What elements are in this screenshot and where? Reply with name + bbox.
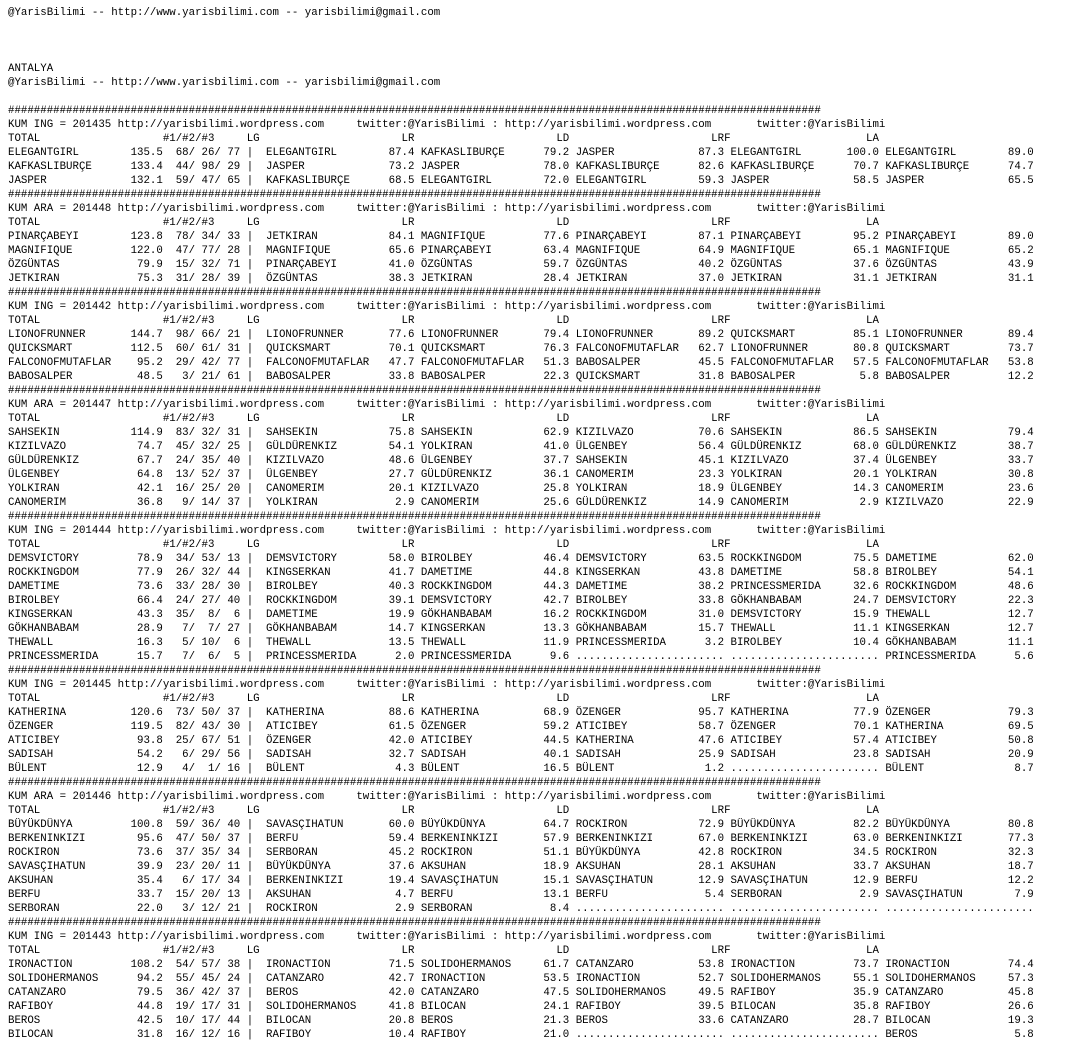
blank-line [8, 20, 1080, 34]
result-row: KAFKASLIBURÇE 133.4 44/ 98/ 29 | JASPER 73.2 JASPER 78.0 KAFKASLIBURÇE 82.6 KAFKASLIBURÇE 70.7 KAFKASLIBURÇE 74.7 [8, 161, 1034, 173]
result-row: SERBORAN 22.0 3/ 12/ 21 | ROCKIRON 2.9 SERBORAN 8.4 ....................... ....................... ....................... [8, 903, 1034, 915]
separator-line: ############################################################################################################################## [8, 917, 821, 929]
race-header: KUM ING = 201442 http://yarisbilimi.wordpress.com twitter:@YarisBilimi : http://yarisbilimi.wordpress.com twitter:@YarisBilimi [8, 301, 886, 313]
separator-line: ############################################################################################################################## [8, 385, 821, 397]
result-row: THEWALL 16.3 5/ 10/ 6 | THEWALL 13.5 THEWALL 11.9 PRINCESSMERIDA 3.2 BIROLBEY 10.4 GÖKHANBABAM 11.1 [8, 637, 1034, 649]
result-row: YOLKIRAN 42.1 16/ 25/ 20 | CANOMERIM 20.1 KIZILVAZO 25.8 YOLKIRAN 18.9 ÜLGENBEY 14.3 CANOMERIM 23.6 [8, 483, 1034, 495]
column-header: TOTAL #1/#2/#3 LG LR LD LRF LA [8, 539, 879, 551]
column-header: TOTAL #1/#2/#3 LG LR LD LRF LA [8, 413, 879, 425]
blank-line [8, 48, 1080, 62]
separator-line: ############################################################################################################################## [8, 665, 821, 677]
result-row: SADISAH 54.2 6/ 29/ 56 | SADISAH 32.7 SADISAH 40.1 SADISAH 25.9 SADISAH 23.8 SADISAH 20.9 [8, 749, 1034, 761]
race-header: KUM ING = 201435 http://yarisbilimi.wordpress.com twitter:@YarisBilimi : http://yarisbilimi.wordpress.com twitter:@YarisBilimi [8, 119, 886, 131]
result-row: LIONOFRUNNER 144.7 98/ 66/ 21 | LIONOFRUNNER 77.6 LIONOFRUNNER 79.4 LIONOFRUNNER 89.2 QUICKSMART 85.1 LIONOFRUNNER 89.4 [8, 329, 1034, 341]
race-header: KUM ING = 201444 http://yarisbilimi.wordpress.com twitter:@YarisBilimi : http://yarisbilimi.wordpress.com twitter:@YarisBilimi [8, 525, 886, 537]
result-row: ROCKIRON 73.6 37/ 35/ 34 | SERBORAN 45.2 ROCKIRON 51.1 BÜYÜKDÜNYA 42.8 ROCKIRON 34.5 ROCKIRON 32.3 [8, 847, 1034, 859]
result-row: DEMSVICTORY 78.9 34/ 53/ 13 | DEMSVICTORY 58.0 BIROLBEY 46.4 DEMSVICTORY 63.5 ROCKKINGDOM 75.5 DAMETIME 62.0 [8, 553, 1034, 565]
column-header: TOTAL #1/#2/#3 LG LR LD LRF LA [8, 693, 879, 705]
result-row: SAVASÇIHATUN 39.9 23/ 20/ 11 | BÜYÜKDÜNYA 37.6 AKSUHAN 18.9 AKSUHAN 28.1 AKSUHAN 33.7 AKSUHAN 18.7 [8, 861, 1034, 873]
contact-line: @YarisBilimi -- http://www.yarisbilimi.com -- yarisbilimi@gmail.com [8, 7, 441, 19]
race-header: KUM ING = 201445 http://yarisbilimi.wordpress.com twitter:@YarisBilimi : http://yarisbilimi.wordpress.com twitter:@YarisBilimi [8, 679, 886, 691]
race-header: KUM ING = 201443 http://yarisbilimi.wordpress.com twitter:@YarisBilimi : http://yarisbilimi.wordpress.com twitter:@YarisBilimi [8, 931, 886, 943]
result-row: BABOSALPER 48.5 3/ 21/ 61 | BABOSALPER 33.8 BABOSALPER 22.3 QUICKSMART 31.8 BABOSALPER 5.8 BABOSALPER 12.2 [8, 371, 1034, 383]
city-title: ANTALYA [8, 63, 54, 75]
result-row: ÜLGENBEY 64.8 13/ 52/ 37 | ÜLGENBEY 27.7 GÜLDÜRENKIZ 36.1 CANOMERIM 23.3 YOLKIRAN 20.1 YOLKIRAN 30.8 [8, 469, 1034, 481]
result-row: IRONACTION 108.2 54/ 57/ 38 | IRONACTION 71.5 SOLIDOHERMANOS 61.7 CATANZARO 53.8 IRONACTION 73.7 IRONACTION 74.4 [8, 959, 1034, 971]
column-header: TOTAL #1/#2/#3 LG LR LD LRF LA [8, 945, 879, 957]
result-row: QUICKSMART 112.5 60/ 61/ 31 | QUICKSMART 70.1 QUICKSMART 76.3 FALCONOFMUTAFLAR 62.7 LIONOFRUNNER 80.8 QUICKSMART 73.7 [8, 343, 1034, 355]
result-row: AKSUHAN 35.4 6/ 17/ 34 | BERKENINKIZI 19.4 SAVASÇIHATUN 15.1 SAVASÇIHATUN 12.9 SAVASÇIHATUN 12.9 BERFU 12.2 [8, 875, 1034, 887]
result-row: BILOCAN 31.8 16/ 12/ 16 | RAFIBOY 10.4 RAFIBOY 21.0 ....................... ....................... BEROS 5.8 [8, 1029, 1034, 1041]
result-row: KATHERINA 120.6 73/ 50/ 37 | KATHERINA 88.6 KATHERINA 68.9 ÖZENGER 95.7 KATHERINA 77.9 ÖZENGER 79.3 [8, 707, 1034, 719]
result-row: RAFIBOY 44.8 19/ 17/ 31 | SOLIDOHERMANOS 41.8 BILOCAN 24.1 RAFIBOY 39.5 BILOCAN 35.8 RAFIBOY 26.6 [8, 1001, 1034, 1013]
result-row: BERKENINKIZI 95.6 47/ 50/ 37 | BERFU 59.4 BERKENINKIZI 57.9 BERKENINKIZI 67.0 BERKENINKIZI 63.0 BERKENINKIZI 77.3 [8, 833, 1034, 845]
race-header: KUM ARA = 201448 http://yarisbilimi.wordpress.com twitter:@YarisBilimi : http://yarisbilimi.wordpress.com twitter:@YarisBilimi [8, 203, 886, 215]
result-row: GÖKHANBABAM 28.9 7/ 7/ 27 | GÖKHANBABAM 14.7 KINGSERKAN 13.3 GÖKHANBABAM 15.7 THEWALL 11.1 KINGSERKAN 12.7 [8, 623, 1034, 635]
column-header: TOTAL #1/#2/#3 LG LR LD LRF LA [8, 315, 879, 327]
separator-line: ############################################################################################################################## [8, 189, 821, 201]
blank-line [8, 90, 1080, 104]
result-row: FALCONOFMUTAFLAR 95.2 29/ 42/ 77 | FALCONOFMUTAFLAR 47.7 FALCONOFMUTAFLAR 51.3 BABOSALPER 45.5 FALCONOFMUTAFLAR 57.5 FALCONOFMUTAFLAR 53.8 [8, 357, 1034, 369]
result-row: BÜYÜKDÜNYA 100.8 59/ 36/ 40 | SAVASÇIHATUN 60.0 BÜYÜKDÜNYA 64.7 ROCKIRON 72.9 BÜYÜKDÜNYA 82.2 BÜYÜKDÜNYA 80.8 [8, 819, 1034, 831]
separator-line: ############################################################################################################################## [8, 511, 821, 523]
result-row: KIZILVAZO 74.7 45/ 32/ 25 | GÜLDÜRENKIZ 54.1 YOLKIRAN 41.0 ÜLGENBEY 56.4 GÜLDÜRENKIZ 68.0 GÜLDÜRENKIZ 38.7 [8, 441, 1034, 453]
result-row: ELEGANTGIRL 135.5 68/ 26/ 77 | ELEGANTGIRL 87.4 KAFKASLIBURÇE 79.2 JASPER 87.3 ELEGANTGIRL 100.0 ELEGANTGIRL 89.0 [8, 147, 1034, 159]
race-header: KUM ARA = 201446 http://yarisbilimi.wordpress.com twitter:@YarisBilimi : http://yarisbilimi.wordpress.com twitter:@YarisBilimi [8, 791, 886, 803]
race-header: KUM ARA = 201447 http://yarisbilimi.wordpress.com twitter:@YarisBilimi : http://yarisbilimi.wordpress.com twitter:@YarisBilimi [8, 399, 886, 411]
result-row: BEROS 42.5 10/ 17/ 44 | BILOCAN 20.8 BEROS 21.3 BEROS 33.6 CATANZARO 28.7 BILOCAN 19.3 [8, 1015, 1034, 1027]
result-row: BÜLENT 12.9 4/ 1/ 16 | BÜLENT 4.3 BÜLENT 16.5 BÜLENT 1.2 ....................... BÜLENT 8.7 [8, 763, 1034, 775]
separator-line: ############################################################################################################################## [8, 777, 821, 789]
result-row: ÖZENGER 119.5 82/ 43/ 30 | ATICIBEY 61.5 ÖZENGER 59.2 ATICIBEY 58.7 ÖZENGER 70.1 KATHERINA 69.5 [8, 721, 1034, 733]
result-row: DAMETIME 73.6 33/ 28/ 30 | BIROLBEY 40.3 ROCKKINGDOM 44.3 DAMETIME 38.2 PRINCESSMERIDA 32.6 ROCKKINGDOM 48.6 [8, 581, 1034, 593]
result-row: GÜLDÜRENKIZ 67.7 24/ 35/ 40 | KIZILVAZO 48.6 ÜLGENBEY 37.7 SAHSEKIN 45.1 KIZILVAZO 37.4 ÜLGENBEY 33.7 [8, 455, 1034, 467]
result-row: SAHSEKIN 114.9 83/ 32/ 31 | SAHSEKIN 75.8 SAHSEKIN 62.9 KIZILVAZO 70.6 SAHSEKIN 86.5 SAHSEKIN 79.4 [8, 427, 1034, 439]
result-row: CANOMERIM 36.8 9/ 14/ 37 | YOLKIRAN 2.9 CANOMERIM 25.6 GÜLDÜRENKIZ 14.9 CANOMERIM 2.9 KIZILVAZO 22.9 [8, 497, 1034, 509]
column-header: TOTAL #1/#2/#3 LG LR LD LRF LA [8, 217, 879, 229]
contact-line: @YarisBilimi -- http://www.yarisbilimi.com -- yarisbilimi@gmail.com [8, 77, 441, 89]
result-row: ÖZGÜNTAS 79.9 15/ 32/ 71 | PINARÇABEYI 41.0 ÖZGÜNTAS 59.7 ÖZGÜNTAS 40.2 ÖZGÜNTAS 37.6 ÖZGÜNTAS 43.9 [8, 259, 1034, 271]
blank-line [8, 34, 1080, 48]
result-row: KINGSERKAN 43.3 35/ 8/ 6 | DAMETIME 19.9 GÖKHANBABAM 16.2 ROCKKINGDOM 31.0 DEMSVICTORY 15.9 THEWALL 12.7 [8, 609, 1034, 621]
result-row: JASPER 132.1 59/ 47/ 65 | KAFKASLIBURÇE 68.5 ELEGANTGIRL 72.0 ELEGANTGIRL 59.3 JASPER 58.5 JASPER 65.5 [8, 175, 1034, 187]
result-row: BIROLBEY 66.4 24/ 27/ 40 | ROCKKINGDOM 39.1 DEMSVICTORY 42.7 BIROLBEY 33.8 GÖKHANBABAM 24.7 DEMSVICTORY 22.3 [8, 595, 1034, 607]
column-header: TOTAL #1/#2/#3 LG LR LD LRF LA [8, 133, 879, 145]
result-row: BERFU 33.7 15/ 20/ 13 | AKSUHAN 4.7 BERFU 13.1 BERFU 5.4 SERBORAN 2.9 SAVASÇIHATUN 7.9 [8, 889, 1034, 901]
result-row: JETKIRAN 75.3 31/ 28/ 39 | ÖZGÜNTAS 38.3 JETKIRAN 28.4 JETKIRAN 37.0 JETKIRAN 31.1 JETKIRAN 31.1 [8, 273, 1034, 285]
result-row: ROCKKINGDOM 77.9 26/ 32/ 44 | KINGSERKAN 41.7 DAMETIME 44.8 KINGSERKAN 43.8 DAMETIME 58.8 BIROLBEY 54.1 [8, 567, 1034, 579]
result-row: SOLIDOHERMANOS 94.2 55/ 45/ 24 | CATANZARO 42.7 IRONACTION 53.5 IRONACTION 52.7 SOLIDOHERMANOS 55.1 SOLIDOHERMANOS 57.3 [8, 973, 1034, 985]
result-row: ATICIBEY 93.8 25/ 67/ 51 | ÖZENGER 42.0 ATICIBEY 44.5 KATHERINA 47.6 ATICIBEY 57.4 ATICIBEY 50.8 [8, 735, 1034, 747]
result-row: MAGNIFIQUE 122.0 47/ 77/ 28 | MAGNIFIQUE 65.6 PINARÇABEYI 63.4 MAGNIFIQUE 64.9 MAGNIFIQUE 65.1 MAGNIFIQUE 65.2 [8, 245, 1034, 257]
result-row: CATANZARO 79.5 36/ 42/ 37 | BEROS 42.0 CATANZARO 47.5 SOLIDOHERMANOS 49.5 RAFIBOY 35.9 CATANZARO 45.8 [8, 987, 1034, 999]
separator-line: ############################################################################################################################## [8, 105, 821, 117]
column-header: TOTAL #1/#2/#3 LG LR LD LRF LA [8, 805, 879, 817]
separator-line: ############################################################################################################################## [8, 287, 821, 299]
result-row: PRINCESSMERIDA 15.7 7/ 6/ 5 | PRINCESSMERIDA 2.0 PRINCESSMERIDA 9.6 ....................... ....................... PRINCESSMERIDA 5.6 [8, 651, 1034, 663]
result-row: PINARÇABEYI 123.8 78/ 34/ 33 | JETKIRAN 84.1 MAGNIFIQUE 77.6 PINARÇABEYI 87.1 PINARÇABEYI 95.2 PINARÇABEYI 89.0 [8, 231, 1034, 243]
